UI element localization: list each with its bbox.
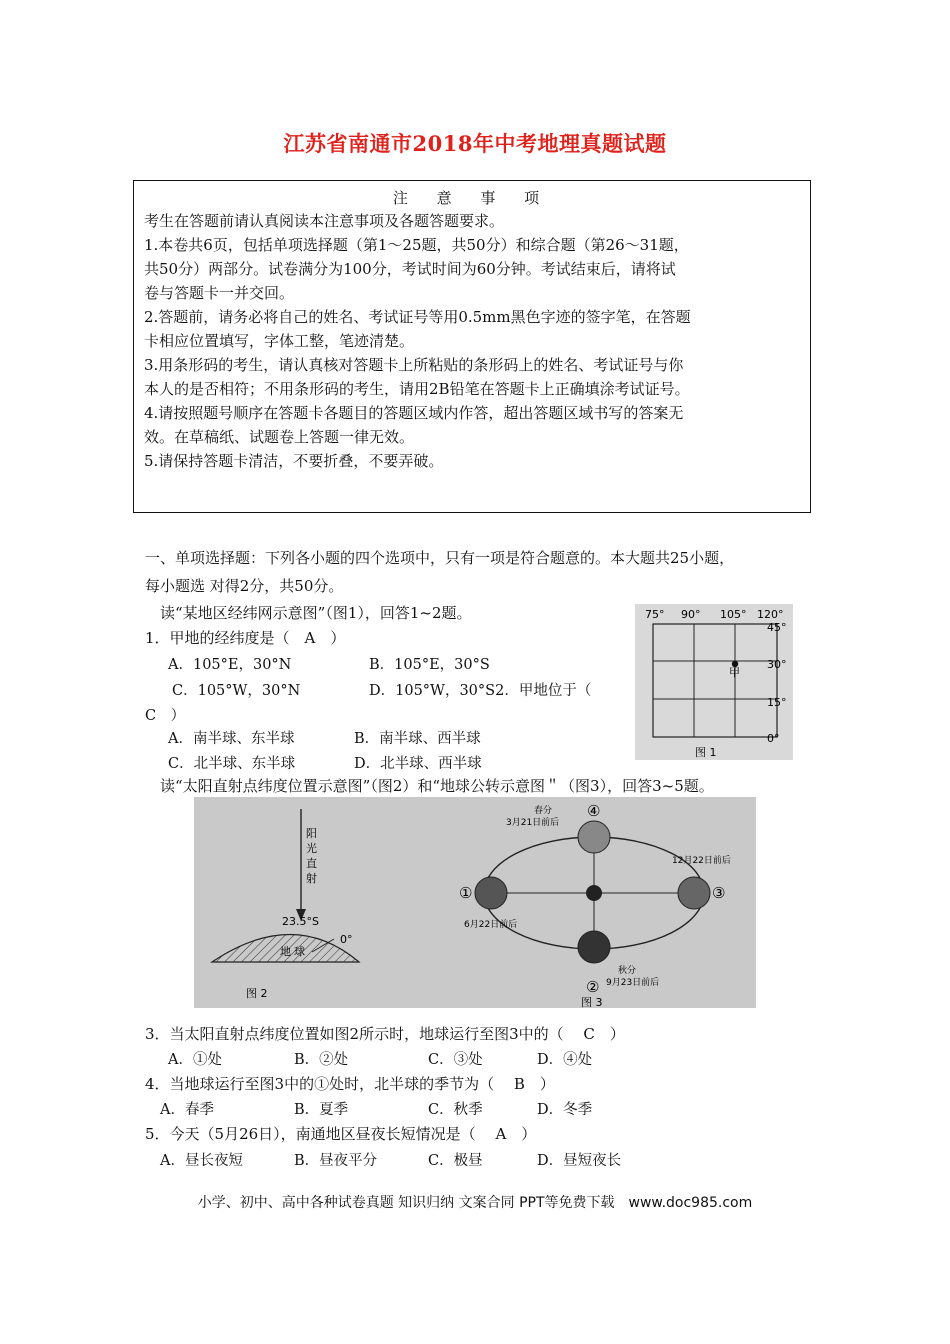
- earth-position-3: [678, 877, 710, 909]
- q3-stem: 3．当太阳直射点纬度位置如图2所示时，地球运行至图3中的（ C ）: [145, 1025, 625, 1043]
- q4-option-c: C．秋季: [428, 1102, 483, 1118]
- notice-line: 本人的是否相符；不用条形码的考生，请用2B铅笔在答题卡上正确填涂考试证号。: [144, 380, 690, 398]
- notice-line: 卷与答题卡一并交回。: [144, 284, 295, 302]
- lon-label: 120°: [757, 608, 784, 621]
- q1-option-d-q2-stem: D．105°W，30°S2．甲地位于（: [369, 683, 592, 699]
- earth-position-4: [578, 821, 610, 853]
- figure-2-caption: 图 2: [246, 987, 268, 1000]
- spring-label: 春分: [534, 806, 553, 816]
- notice-line: 卡相应位置填写，字体工整，笔迹清楚。: [144, 332, 415, 350]
- lon-label: 90°: [681, 608, 701, 621]
- q2-option-b: B．南半球、西半球: [354, 731, 481, 747]
- autumn-date-label: 9月23日前后: [606, 978, 660, 988]
- position-2-label: ②: [586, 978, 600, 996]
- zero-lat-label: 0°: [340, 933, 353, 946]
- earth-label: 地: [280, 945, 291, 958]
- spring-date-label: 3月21日前后: [506, 818, 560, 828]
- q3-option-d: D．④处: [537, 1052, 593, 1068]
- notice-body: [144, 209, 799, 473]
- q1-option-a: A．105°E，30°N: [168, 657, 292, 673]
- earth-position-2: [578, 931, 610, 963]
- q5-stem: 5．今天（5月26日），南通地区昼夜长短情况是（ A ）: [145, 1125, 537, 1143]
- lat-label: 45°: [767, 621, 787, 634]
- lat-label: 15°: [767, 696, 787, 709]
- summer-label: 6月22日前后: [464, 920, 518, 930]
- point-jia-label: 甲: [729, 666, 740, 679]
- section-heading-line1: 一、单项选择题：下列各小题的四个选项中，只有一项是符合题意的。本大题共25小题，: [145, 549, 735, 567]
- q2-stem-cont: C ）: [145, 708, 186, 724]
- q5-option-a: A．昼长夜短: [160, 1153, 243, 1169]
- notice-line: 效。在草稿纸、试题卷上答题一律无效。: [144, 428, 415, 446]
- winter-label: 12月22日前后: [672, 856, 731, 866]
- notice-line: 考生在答题前请认真阅读本注意事项及各题答题要求。: [144, 212, 505, 230]
- figure-3-caption: 图 3: [581, 996, 603, 1008]
- page-title: 江苏省南通市2018年中考地理真题试题: [283, 131, 667, 156]
- figure-1-caption: 图 1: [695, 746, 717, 759]
- lon-label: 75°: [645, 608, 665, 621]
- earth-label: 球: [294, 945, 305, 958]
- notice-line: 4.请按照题号顺序在答题卡各题目的答题区域内作答，超出答题区域书写的答案无: [144, 404, 684, 422]
- q3-option-b: B．②处: [294, 1052, 349, 1068]
- sun-label: 射: [306, 872, 317, 885]
- q1-stem: 1．甲地的经纬度是（ A ）: [145, 629, 346, 647]
- section-heading-line2: 每小题选 对得2分，共50分。: [145, 577, 344, 595]
- q1-option-c: C．105°W，30°N: [172, 683, 301, 699]
- q5-option-c: C．极昼: [428, 1153, 483, 1169]
- q4-option-b: B．夏季: [294, 1102, 349, 1118]
- position-4-label: ④: [587, 802, 601, 820]
- q4-option-a: A．春季: [160, 1102, 214, 1118]
- q4-stem: 4．当地球运行至图3中的①处时，北半球的季节为（ B ）: [145, 1075, 555, 1093]
- lat-label: 30°: [767, 658, 787, 671]
- q2-option-a: A．南半球、东半球: [168, 731, 295, 747]
- position-3-label: ③: [712, 884, 726, 902]
- q2-option-d: D．北半球、西半球: [354, 756, 482, 772]
- q1-option-b: B．105°E，30°S: [369, 657, 490, 673]
- q2-option-c: C．北半球、东半球: [168, 756, 296, 772]
- autumn-label: 秋分: [618, 966, 637, 976]
- sun-label: 阳: [306, 827, 317, 840]
- notice-heading: 注 意 事 项: [392, 189, 552, 207]
- position-1-label: ①: [459, 884, 473, 902]
- figure-1-graticule: [635, 604, 793, 760]
- intro-q1-2: 读“某地区经纬网示意图”（图1），回答1~2题。: [160, 604, 472, 622]
- intro-q3-5: 读“太阳直射点纬度位置示意图”（图2）和“地球公转示意图＂（图3），回答3~5题。: [160, 777, 714, 795]
- notice-line: 3.用条形码的考生，请认真核对答题卡上所粘贴的条形码上的姓名、考试证号与你: [144, 356, 684, 374]
- q5-option-b: B．昼夜平分: [294, 1153, 378, 1169]
- notice-line: 1.本卷共6页，包括单项选择题（第1～25题，共50分）和综合题（第26～31题，: [144, 236, 689, 254]
- footer-text: 小学、初中、高中各种试卷真题 知识归纳 文案合同 PPT等免费下载 www.doc985.com: [197, 1195, 753, 1211]
- notice-line: 5.请保持答题卡清洁，不要折叠，不要弄破。: [144, 452, 444, 470]
- q3-option-a: A．①处: [168, 1052, 222, 1068]
- sun-label: 直: [306, 857, 317, 870]
- notice-line: 2.答题前，请务必将自己的姓名、考试证号等用0.5mm黑色字迹的签字笔，在答题: [144, 308, 691, 326]
- q3-option-c: C．③处: [428, 1052, 483, 1068]
- earth-position-1: [475, 877, 507, 909]
- lat-23-5-label: 23.5°S: [282, 915, 319, 928]
- notice-line: 共50分）两部分。试卷满分为100分，考试时间为60分钟。考试结束后，请将试: [144, 260, 676, 278]
- q5-option-d: D．昼短夜长: [537, 1153, 622, 1169]
- lat-label: 0°: [767, 732, 780, 745]
- figure-2-3-panel: [194, 797, 756, 1008]
- notice-box: [133, 180, 811, 513]
- lon-label: 105°: [720, 608, 747, 621]
- q4-option-d: D．冬季: [537, 1102, 593, 1118]
- sun-label: 光: [306, 842, 317, 855]
